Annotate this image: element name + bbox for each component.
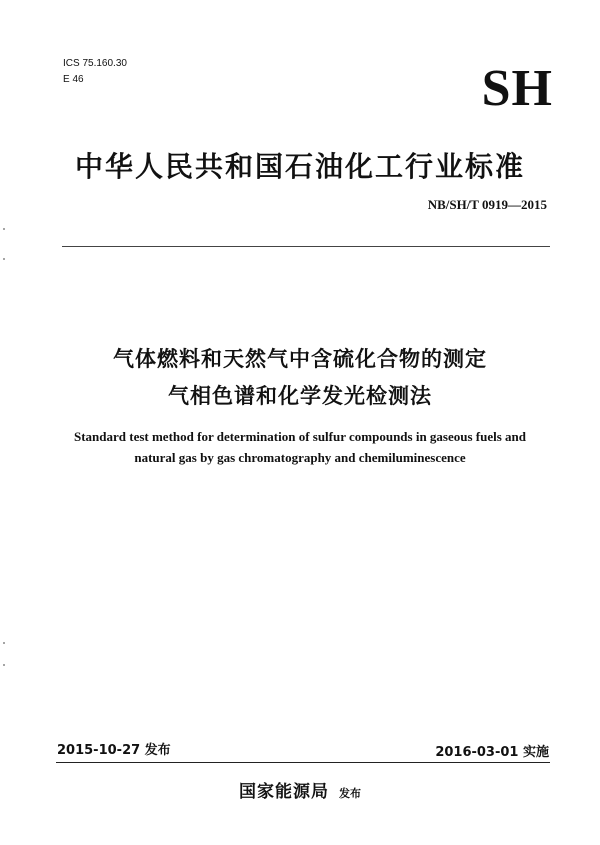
header-divider	[62, 246, 550, 247]
publisher	[0, 777, 600, 802]
sh-logo: SH	[481, 60, 553, 117]
issue-date: 2015-10-27 发布	[57, 743, 171, 758]
document-title-en-line-1: Standard test method for determination of sulfur compounds in gaseous fuels and	[73, 429, 527, 444]
scan-speck	[3, 258, 5, 260]
publisher-name: 国家能源局	[239, 782, 329, 802]
footer-divider	[56, 762, 550, 763]
scan-speck	[3, 664, 5, 666]
document-title-cn-line-1: 气体燃料和天然气中含硫化合物的测定	[113, 347, 487, 371]
ccs-code: E 46	[63, 74, 84, 85]
scan-speck	[3, 228, 5, 230]
document-title-en-line-2: natural gas by gas chromatography and chemiluminescence	[134, 450, 466, 465]
scan-speck	[3, 642, 5, 644]
standard-number: NB/SH/T 0919—2015	[427, 197, 547, 212]
document-title-cn-line-2: 气相色谱和化学发光检测法	[168, 384, 432, 408]
publisher-suffix: 发布	[339, 787, 361, 800]
implementation-date: 2016-03-01 实施	[435, 745, 549, 760]
ics-code: ICS 75.160.30	[63, 58, 127, 69]
standard-category-title: 中华人民共和国石油化工行业标准	[74, 150, 525, 183]
